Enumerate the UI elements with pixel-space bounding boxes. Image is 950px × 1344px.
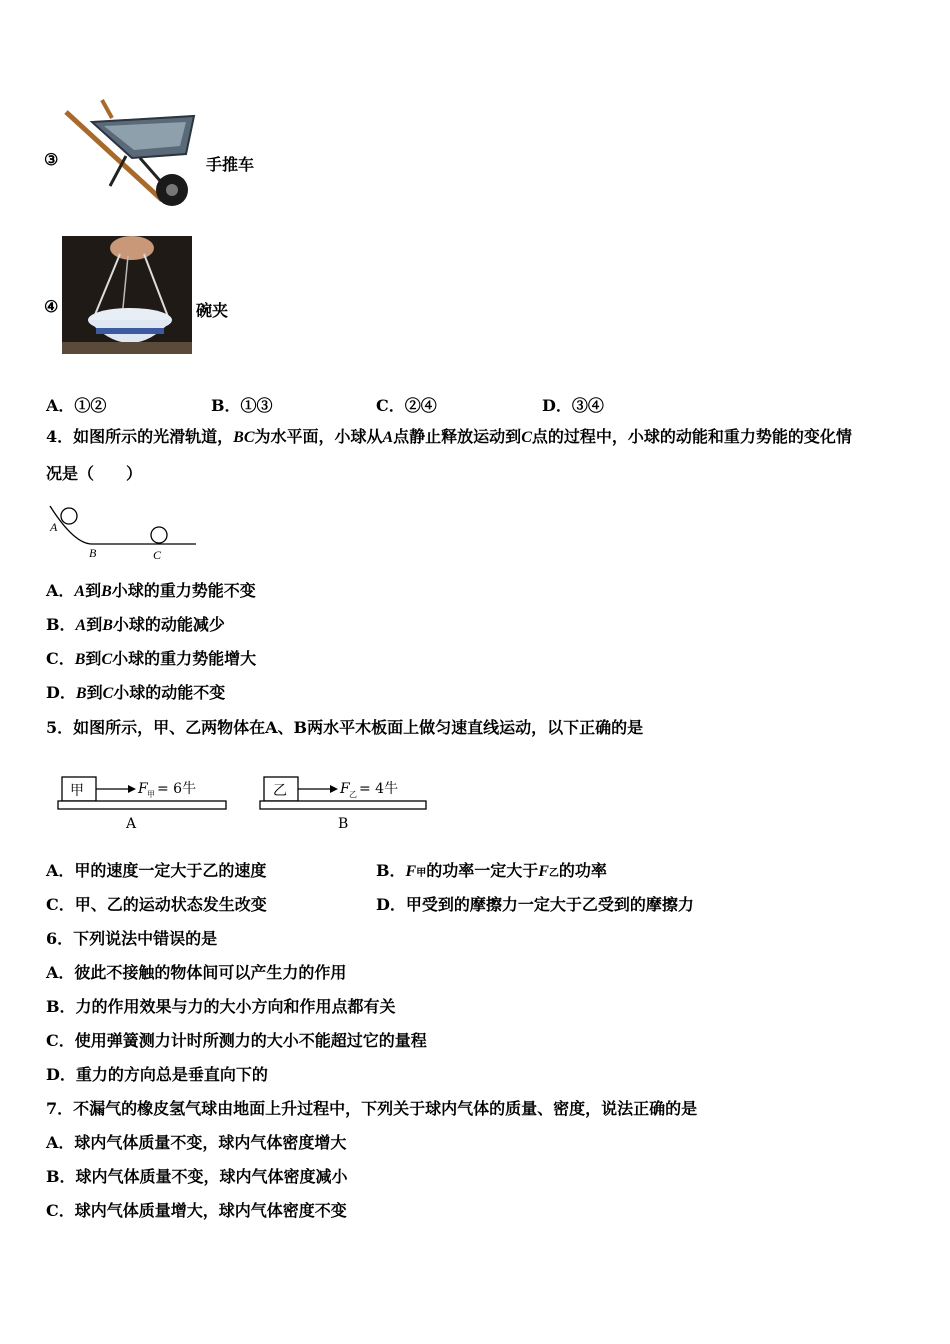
q4-option-d[interactable]: D．B到C小球的动能不变	[46, 683, 226, 702]
force-yi-value: = 4牛	[359, 781, 399, 797]
item4-marker: ④	[44, 297, 59, 316]
q5-option-b[interactable]: B．F甲的功率一定大于F乙的功率	[376, 861, 607, 880]
q5-option-c[interactable]: C．甲、乙的运动状态发生改变	[46, 895, 267, 914]
q6-option-c[interactable]: C．使用弹簧测力计时所测力的大小不能超过它的量程	[46, 1031, 427, 1050]
block-jia-label: 甲	[70, 783, 84, 799]
block-yi-label: 乙	[273, 783, 287, 799]
force-yi-F: F	[340, 781, 350, 797]
q6-option-d[interactable]: D．重力的方向总是垂直向下的	[46, 1065, 268, 1084]
board-b-label: B	[338, 816, 349, 832]
q3-option-a[interactable]: A．①②	[46, 396, 107, 415]
q7-option-b[interactable]: B．球内气体质量不变，球内气体密度减小	[46, 1167, 348, 1186]
q5-option-d[interactable]: D．甲受到的摩擦力一定大于乙受到的摩擦力	[376, 895, 694, 914]
q4-stem: 4．如图所示的光滑轨道，BC为水平面，小球从A点静止释放运动到C点的过程中，小球的动能和重力势能的变化情	[46, 427, 852, 446]
q7-stem: 7．不漏气的橡皮氢气球由地面上升过程中，下列关于球内气体的质量、密度，说法正确的是	[46, 1099, 698, 1118]
q6-option-b[interactable]: B．力的作用效果与力的大小方向和作用点都有关	[46, 997, 396, 1016]
point-c-label: C	[153, 548, 162, 562]
item4-label: 碗夹	[196, 301, 229, 320]
force-jia-value: = 6牛	[157, 781, 197, 797]
q4-option-b[interactable]: B．A到B小球的动能减少	[46, 615, 225, 634]
q4-stem-line2: 况是（ ）	[46, 464, 143, 483]
item3-marker: ③	[44, 150, 59, 169]
bowl-clip-image	[62, 236, 192, 354]
q3-option-d[interactable]: D．③④	[542, 396, 604, 415]
q6-stem: 6．下列说法中错误的是	[46, 929, 218, 948]
q5-stem: 5．如图所示，甲、乙两物体在A、B两水平木板面上做匀速直线运动，以下正确的是	[46, 718, 644, 737]
q7-option-c[interactable]: C．球内气体质量增大，球内气体密度不变	[46, 1201, 347, 1220]
q5-option-a[interactable]: A．甲的速度一定大于乙的速度	[46, 861, 267, 880]
force-yi-sub: 乙	[349, 790, 357, 799]
board-a-label: A	[126, 816, 137, 832]
q4-option-c[interactable]: C．B到C小球的重力势能增大	[46, 649, 257, 668]
q6-option-a[interactable]: A．彼此不接触的物体间可以产生力的作用	[46, 963, 347, 982]
force-jia-sub: 甲	[147, 790, 155, 799]
force-jia-F: F	[138, 781, 148, 797]
item3-label: 手推车	[206, 155, 255, 174]
q5-figure	[54, 770, 434, 836]
point-a-label: A	[50, 520, 58, 534]
q7-option-a[interactable]: A．球内气体质量不变，球内气体密度增大	[46, 1133, 347, 1152]
point-b-label: B	[89, 546, 97, 560]
q3-option-c[interactable]: C．②④	[376, 396, 437, 415]
q3-option-b[interactable]: B．①③	[211, 396, 273, 415]
q4-track-figure	[44, 500, 204, 562]
q4-option-a[interactable]: A．A到B小球的重力势能不变	[46, 581, 256, 600]
wheelbarrow-image	[62, 98, 202, 213]
